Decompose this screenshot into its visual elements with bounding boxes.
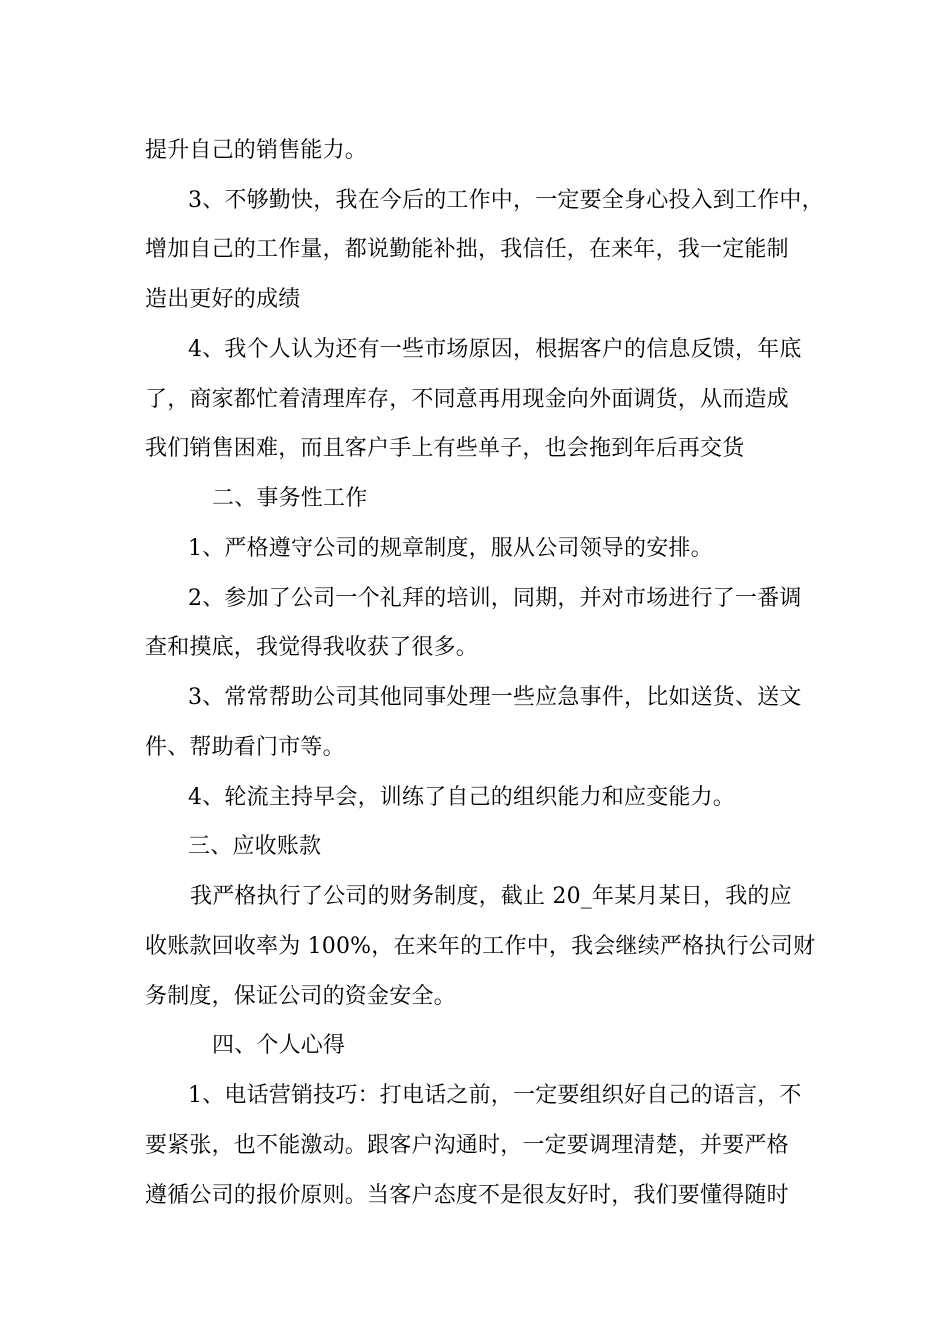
text-line: 了，商家都忙着清理库存，不同意再用现金向外面调货，从而造成 [145, 387, 789, 412]
text-line: 3、常常帮助公司其他同事处理一些应急事件，比如送货、送文 [188, 685, 802, 710]
text-line: 1、电话营销技巧：打电话之前，一定要组织好自己的语言，不 [188, 1083, 802, 1108]
text-line: 4、轮流主持早会，训练了自己的组织能力和应变能力。 [188, 785, 735, 810]
text-line: 提升自己的销售能力。 [145, 138, 368, 163]
section-heading: 三、应收账款 [188, 834, 322, 859]
text-line: 件、帮助看门市等。 [145, 735, 345, 760]
text-line: 造出更好的成绩 [145, 287, 301, 312]
text-line: 要紧张，也不能激动。跟客户沟通时，一定要调理清楚，并要严格 [145, 1133, 789, 1158]
text-line: 务制度，保证公司的资金安全。 [145, 984, 456, 1009]
text-line: 3、不够勤快，我在今后的工作中，一定要全身心投入到工作中， [188, 188, 824, 213]
text-line: 查和摸底，我觉得我收获了很多。 [145, 635, 479, 660]
text-line: 我们销售困难，而且客户手上有些单子，也会拖到年后再交货 [145, 436, 745, 461]
text-line: 4、我个人认为还有一些市场原因，根据客户的信息反馈，年底 [188, 337, 802, 362]
text-line: 收账款回收率为 100%，在来年的工作中，我会继续严格执行公司财 [145, 934, 816, 959]
section-heading: 二、事务性工作 [212, 486, 368, 511]
text-line: 遵循公司的报价原则。当客户态度不是很友好时，我们要懂得随时 [145, 1183, 789, 1208]
section-heading: 四、个人心得 [212, 1033, 346, 1058]
text-line: 增加自己的工作量，都说勤能补拙，我信任，在来年，我一定能制 [145, 237, 789, 262]
text-line: 2、参加了公司一个礼拜的培训，同期，并对市场进行了一番调 [188, 586, 802, 611]
text-line: 1、严格遵守公司的规章制度，服从公司领导的安排。 [188, 536, 713, 561]
text-line: 我严格执行了公司的财务制度，截止 20_年某月某日，我的应 [190, 884, 792, 909]
